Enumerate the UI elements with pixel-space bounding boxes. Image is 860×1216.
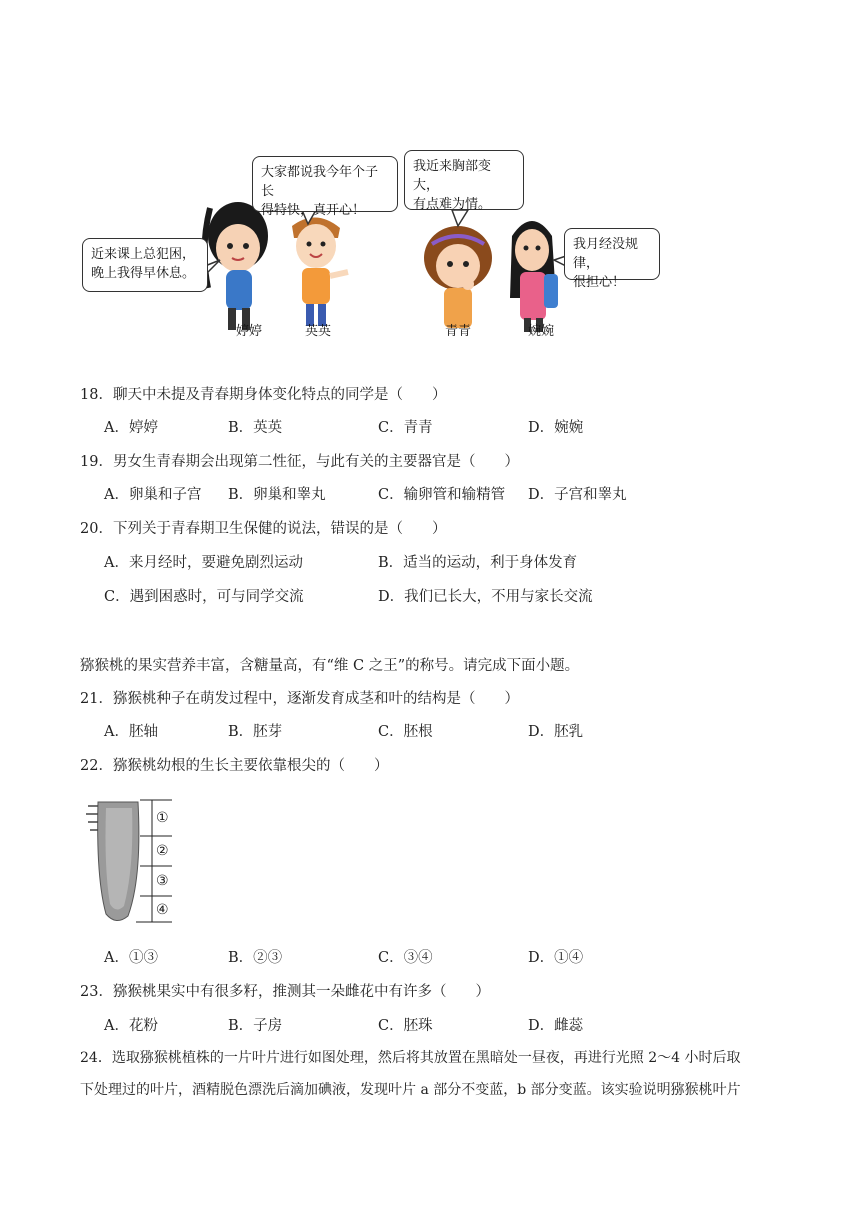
question-22: 22．猕猴桃幼根的生长主要依靠根尖的（ ） xyxy=(80,758,389,774)
root-zone-label-2: ② xyxy=(156,843,169,859)
name-wanwan: 婉婉 xyxy=(528,324,555,339)
bubble-line: 有点难为情。 xyxy=(413,197,492,212)
speech-bubble-tingting xyxy=(82,238,208,292)
kiwi-intro: 猕猴桃的果实营养丰富，含糖量高，有“维 C 之王”的称号。请完成下面小题。 xyxy=(80,658,580,674)
speech-bubble-yingying xyxy=(252,156,398,218)
qingqing-figure xyxy=(424,226,492,328)
q22-option-d[interactable]: D．①④ xyxy=(528,950,584,966)
q23-option-c[interactable]: C．胚珠 xyxy=(378,1018,433,1034)
q21-option-a[interactable]: A．胚轴 xyxy=(104,724,158,740)
q22-option-b[interactable]: B．②③ xyxy=(228,950,283,966)
q19-option-a[interactable]: A．卵巢和子宫 xyxy=(104,487,202,503)
q21-option-d[interactable]: D．胚乳 xyxy=(528,724,584,740)
question-20: 20．下列关于青春期卫生保健的说法，错误的是（ ） xyxy=(80,521,447,537)
wanwan-figure xyxy=(510,221,558,332)
question-23: 23．猕猴桃果实中有很多籽，推测其一朵雌花中有许多（ ） xyxy=(80,984,490,1000)
bubble-line: 得特快，真开心！ xyxy=(261,203,366,218)
root-tip-diagram xyxy=(86,798,186,926)
bubble-line: 近来课上总犯困， xyxy=(91,247,196,262)
bubble-line: 晚上我得早休息。 xyxy=(91,266,196,281)
name-tingting: 婷婷 xyxy=(236,324,263,339)
name-yingying: 英英 xyxy=(305,324,332,339)
root-zone-label-4: ④ xyxy=(156,902,169,918)
q20-option-a[interactable]: A．来月经时，要避免剧烈运动 xyxy=(104,555,303,571)
root-zone-label-3: ③ xyxy=(156,873,169,889)
bubble-line: 很担心！ xyxy=(573,275,626,290)
q21-option-b[interactable]: B．胚芽 xyxy=(228,724,283,740)
q19-option-c[interactable]: C．输卵管和输精管 xyxy=(378,487,506,503)
root-tip-svg xyxy=(86,798,186,926)
bubble-line: 大家都说我今年个子长 xyxy=(261,165,379,199)
question-21: 21．猕猴桃种子在萌发过程中，逐渐发育成茎和叶的结构是（ ） xyxy=(80,691,519,707)
bubble-line: 我近来胸部变大， xyxy=(413,159,492,193)
yingying-figure xyxy=(292,217,348,326)
q19-option-b[interactable]: B．卵巢和睾丸 xyxy=(228,487,326,503)
speech-bubble-wanwan xyxy=(564,228,660,290)
q19-option-d[interactable]: D．子宫和睾丸 xyxy=(528,487,627,503)
q23-option-a[interactable]: A．花粉 xyxy=(104,1018,158,1034)
root-zone-label-1: ① xyxy=(156,810,169,826)
puberty-illustration xyxy=(80,148,670,348)
q20-option-b[interactable]: B．适当的运动，利于身体发育 xyxy=(378,555,578,571)
question-18: 18．聊天中未提及青春期身体变化特点的同学是（ ） xyxy=(80,387,447,403)
q18-option-a[interactable]: A．婷婷 xyxy=(104,420,158,436)
q23-option-b[interactable]: B．子房 xyxy=(228,1018,283,1034)
q22-option-c[interactable]: C．③④ xyxy=(378,950,433,966)
q20-option-c[interactable]: C．遇到困惑时，可与同学交流 xyxy=(104,589,304,605)
question-24-line-1: 24．选取猕猴桃植株的一片叶片进行如图处理，然后将其放置在黑暗处一昼夜，再进行光照 2～4 小时后取 xyxy=(80,1050,741,1066)
question-19: 19．男女生青春期会出现第二性征，与此有关的主要器官是（ ） xyxy=(80,454,519,470)
q21-option-c[interactable]: C．胚根 xyxy=(378,724,433,740)
bubble-line: 我月经没规律， xyxy=(573,237,639,271)
speech-bubble-qingqing xyxy=(404,150,524,210)
name-qingqing: 青青 xyxy=(445,324,472,339)
q18-option-d[interactable]: D．婉婉 xyxy=(528,420,584,436)
question-24-line-2: 下处理过的叶片，酒精脱色漂洗后滴加碘液，发现叶片 a 部分不变蓝，b 部分变蓝。该实验说明猕猴桃叶片 xyxy=(80,1082,741,1098)
q22-option-a[interactable]: A．①③ xyxy=(104,950,158,966)
q23-option-d[interactable]: D．雌蕊 xyxy=(528,1018,584,1034)
q20-option-d[interactable]: D．我们已长大，不用与家长交流 xyxy=(378,589,593,605)
q18-option-c[interactable]: C．青青 xyxy=(378,420,433,436)
q18-option-b[interactable]: B．英英 xyxy=(228,420,283,436)
